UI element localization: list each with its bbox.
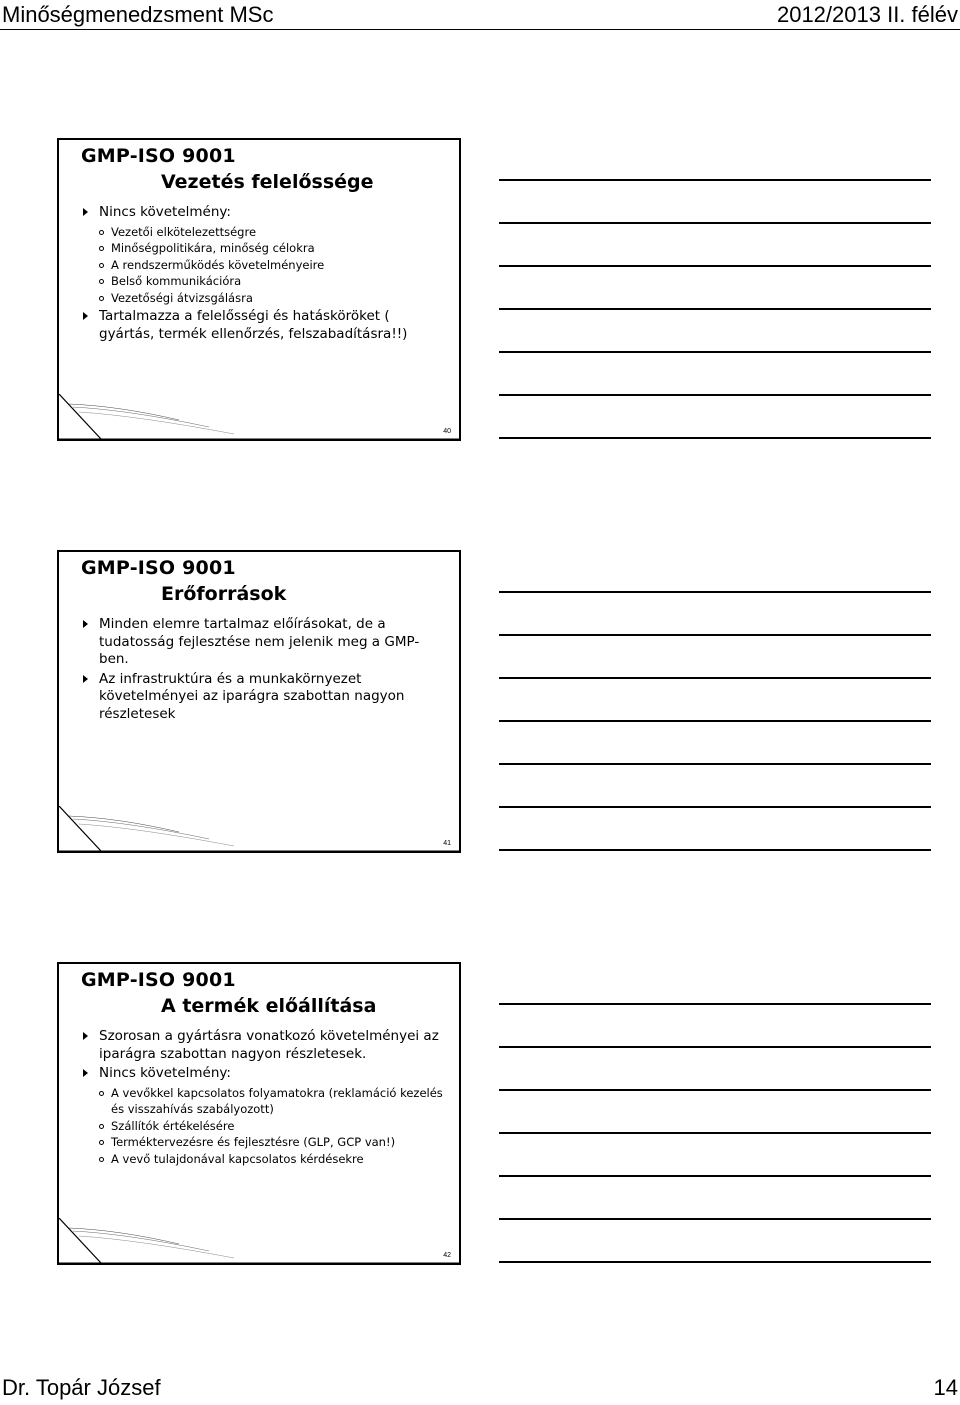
note-line xyxy=(499,849,931,851)
bullet xyxy=(81,616,445,669)
note-line xyxy=(499,1003,931,1005)
sub-bullet-text: A rendszerműködés követelményeire xyxy=(111,257,325,272)
circle-bullet-icon xyxy=(99,1124,104,1129)
course-title: Minőségmenedzsment MSc xyxy=(2,2,274,27)
author: Dr. Topár József xyxy=(2,1375,161,1400)
slide-number: 42 xyxy=(443,1252,451,1259)
note-line xyxy=(499,1046,931,1048)
circle-bullet-icon xyxy=(99,279,104,284)
slide-41 xyxy=(57,550,461,853)
slide-title-line1: GMP-ISO 9001 xyxy=(81,969,236,991)
sub-bullet-text: Szállítók értékelésére xyxy=(111,1118,235,1133)
sub-bullet xyxy=(81,240,445,257)
page-header xyxy=(0,2,960,32)
sub-bullet xyxy=(81,273,445,290)
slide-number: 40 xyxy=(443,428,451,435)
bullet-text: Nincs követelmény: xyxy=(99,204,231,220)
sub-bullet xyxy=(81,290,445,307)
sub-bullet-text: Vezetői elkötelezettségre xyxy=(111,224,257,239)
bullet xyxy=(81,1028,445,1063)
circle-bullet-icon xyxy=(99,1157,104,1162)
slide-title-line2: Vezetés felelőssége xyxy=(161,171,374,193)
circle-bullet-icon xyxy=(99,1140,104,1145)
triangle-bullet-icon xyxy=(83,312,88,320)
slide-title-line2: Erőforrások xyxy=(161,583,287,605)
slide-42 xyxy=(57,962,461,1265)
note-line xyxy=(499,591,931,593)
sub-bullet-text: Terméktervezésre és fejlesztésre (GLP, GCP van!) xyxy=(111,1135,396,1149)
sub-bullet-text: Belső kommunikációra xyxy=(111,274,242,288)
bullet-text: Minden elemre tartalmaz előírásokat, de a tudatosság fejlesztése nem jelenik meg a GMP-ben. xyxy=(99,616,420,667)
note-line xyxy=(499,677,931,679)
slide-title-line1: GMP-ISO 9001 xyxy=(81,557,236,579)
page-footer xyxy=(0,1375,960,1405)
note-line xyxy=(499,1089,931,1091)
note-line xyxy=(499,1218,931,1220)
circle-bullet-icon xyxy=(99,1091,104,1096)
sub-bullet-text: Vezetőségi átvizsgálásra xyxy=(111,290,253,305)
semester: 2012/2013 II. félév xyxy=(776,2,958,27)
slide-40 xyxy=(57,138,461,441)
bullet xyxy=(81,671,445,724)
note-line xyxy=(499,1132,931,1134)
slide-body xyxy=(81,204,445,345)
bullet xyxy=(81,204,445,222)
slide-body xyxy=(81,1028,445,1167)
note-line xyxy=(499,179,931,181)
bullet xyxy=(81,308,445,343)
bullet-text: Nincs követelmény: xyxy=(99,1065,231,1081)
note-line xyxy=(499,351,931,353)
slide-corner-swoosh xyxy=(59,1218,459,1263)
slide-title-line1: GMP-ISO 9001 xyxy=(81,145,236,167)
sub-bullet xyxy=(81,224,445,241)
note-line xyxy=(499,308,931,310)
note-line xyxy=(499,806,931,808)
sub-bullet xyxy=(81,1151,445,1168)
note-line xyxy=(499,437,931,439)
slide-title-line2: A termék előállítása xyxy=(161,995,377,1017)
circle-bullet-icon xyxy=(99,230,104,235)
sub-bullet xyxy=(81,1085,445,1118)
bullet xyxy=(81,1065,445,1083)
note-line xyxy=(499,720,931,722)
bullet-text: Az infrastruktúra és a munkakörnyezet követelményei az iparágra szabottan nagyon részletesek xyxy=(99,670,405,722)
note-line xyxy=(499,763,931,765)
sub-bullet xyxy=(81,1118,445,1135)
slide-corner-swoosh xyxy=(59,394,459,439)
note-line xyxy=(499,265,931,267)
slide-body xyxy=(81,616,445,725)
header-rule xyxy=(0,29,960,30)
bullet-text: Szorosan a gyártásra vonatkozó követelményei az iparágra szabottan nagyon részletesek. xyxy=(99,1028,439,1062)
note-line xyxy=(499,394,931,396)
note-line xyxy=(499,1175,931,1177)
slide-corner-swoosh xyxy=(59,806,459,851)
triangle-bullet-icon xyxy=(83,1069,88,1077)
note-line xyxy=(499,222,931,224)
circle-bullet-icon xyxy=(99,263,104,268)
slide-number: 41 xyxy=(443,840,451,847)
sub-bullet xyxy=(81,1134,445,1151)
sub-bullet-text: A vevőkkel kapcsolatos folyamatokra (reklamáció kezelés és visszahívás szabályozott) xyxy=(111,1085,443,1116)
sub-bullet-text: A vevő tulajdonával kapcsolatos kérdésekre xyxy=(111,1151,364,1166)
bullet-text: Tartalmazza a felelősségi és hatásköröket ( gyártás, termék ellenőrzés, felszabadításra!!) xyxy=(99,308,408,342)
note-line xyxy=(499,1261,931,1263)
sub-bullet xyxy=(81,257,445,274)
sub-bullet-text: Minőségpolitikára, minőség célokra xyxy=(111,241,315,255)
circle-bullet-icon xyxy=(99,296,104,301)
circle-bullet-icon xyxy=(99,246,104,251)
triangle-bullet-icon xyxy=(83,620,88,628)
page-number: 14 xyxy=(933,1375,958,1400)
triangle-bullet-icon xyxy=(83,1032,88,1040)
triangle-bullet-icon xyxy=(83,208,88,216)
note-line xyxy=(499,634,931,636)
triangle-bullet-icon xyxy=(83,675,88,683)
